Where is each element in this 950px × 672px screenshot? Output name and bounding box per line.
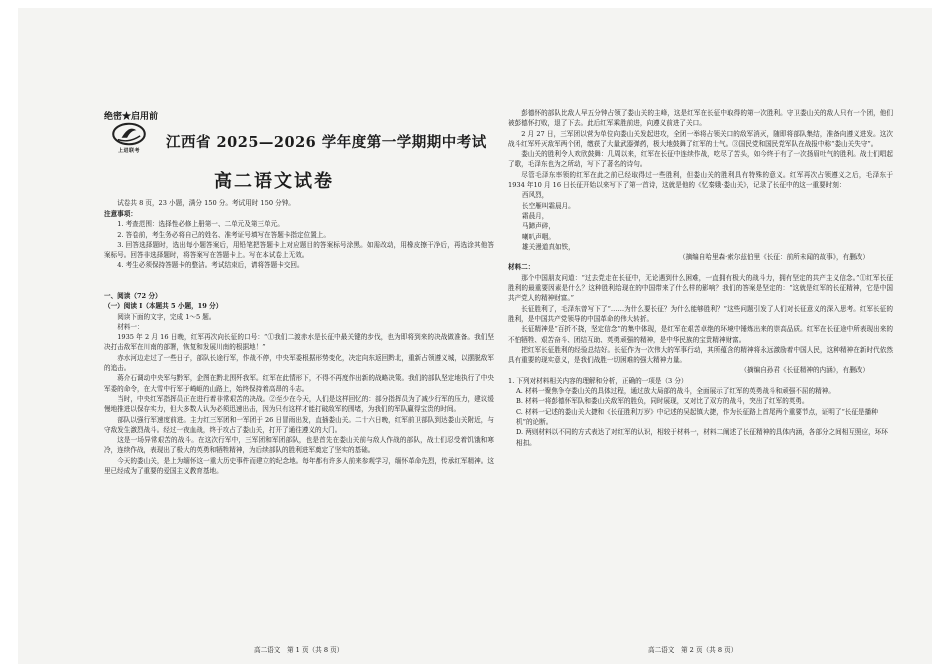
reading-instruction: 阅读下面的文字，完成 1～5 题。: [117, 312, 216, 321]
body-paragraph: 娄山关的胜利令人欢欣鼓舞：几周以来，红军在长征中连续作战，吃尽了苦头，如今终于有了一次扬眉吐气的胜利。战士们唱起了歌，毛泽东也为之所动，写下了著名的诗句。: [508, 150, 893, 169]
subsection-title: （一）阅读 Ⅰ（本题共 5 小题，19 分）: [104, 302, 223, 311]
note-item: 4. 考生必须保持答题卡的整洁。考试结束后，请将答题卡交回。: [117, 261, 304, 270]
exam-sheet: [18, 8, 932, 664]
body-paragraph: 彭德怀的部队比敌人早五分钟占领了娄山关的主峰，这是红军在长征中取得的第一次胜利。守卫娄山关的敌人只有一个团，他们被彭德怀打败，退了下去。此后红军乘胜前进，向遵义前进了关口。: [508, 109, 893, 128]
body-paragraph: 尽管毛泽东率领的红军在此之前已经取得过一些胜利，但娄山关的胜利具有特殊的意义。红军再次占领遵义之后，毛泽东于 1934 年10 月 16 日长征开始以来写下了第一首诗，这就是他的《忆秦娥·娄山关》，记录了长征中的这一重要时刻：: [508, 170, 893, 190]
body-paragraph: 2 月 27 日，三军团以营为单位向娄山关发起进攻，全团一举将占领关口的敌军消灭，随即将部队集结，准备向遵义进发。这次战斗红军歼灭敌军两个团，缴获了大量武器弹药，极大地鼓舞了红军的士气。③国民党和国民党军队在战报中称“娄山关失守”。: [508, 129, 893, 148]
exam-subtitle: 高二语文试卷: [214, 171, 334, 192]
question-option: B. 材料一将彭德怀军队和娄山关敌军的胜负，同时展现，又对比了双方的战斗，突出了红军的英勇。: [516, 397, 809, 406]
source-citation: （摘编自孙君《长征精神的内涵》，有删改）: [740, 366, 869, 375]
question-stem: 1. 下列对材料相关内容的理解和分析，正确的一项是（3 分）: [508, 376, 688, 385]
body-paragraph: 1935 年 2 月 16 日晚，红军再次向长征的口号：“①我们二渡赤水是长征中最关键的步伐，也为即将到来的决战做准备。我们坚决打击敌军在川南的部署，恢复和发展川南的根据地！”: [104, 333, 494, 352]
body-paragraph: 长征胜利了，毛泽东曾写下了“……为什么要长征？为什么能够胜利？”这些问题引发了人们对长征意义的深入思考。红军长征的胜利，是中国共产党领导的中国革命的伟大转折。: [508, 304, 893, 323]
exam-meta: [104, 198, 494, 208]
body-paragraph: 这是一场异常艰苦的战斗。在这次行军中，三军团和军团部队，也是首先在娄山关前与敌人作战的部队，战士们忍受着饥饿和寒冷，连续作战，表现出了极大的英勇和牺牲精神，为后续部队的胜利进军奠定了坚实的基础。: [104, 436, 494, 455]
poem: [508, 190, 893, 252]
question-option: A. 材料一聚焦争夺娄山关的具体过程，通过放大局部的战斗，全面展示了红军的英勇战斗和顽强不屈的精神。: [516, 387, 835, 396]
poem-line: 马蹄声碎，: [522, 222, 555, 231]
material-one-continued: [508, 108, 893, 448]
page-footer: 高二语文 第 1 页（共 8 页）: [254, 646, 344, 654]
body-paragraph: 把红军长征胜利的经验总结好。长征作为一次伟大的军事行动，其所蕴含的精神将永远激励着中国人民，这种精神在新时代依然具有重要的现实意义，是我们战胜一切困难的强大精神力量。: [508, 345, 893, 365]
publisher-logo: [110, 121, 148, 155]
question-option: C. 材料一记述的娄山关大捷和《长征胜利万岁》中记述的吴起镇大捷，作为长征路上首尾两个重要节点，证明了“长征是播种机”的论断。: [516, 407, 878, 426]
notes-title: 注意事项：: [104, 210, 137, 218]
body-paragraph: 部队以强行军速度前进。主力红三军团和一军团于 26 日冒雨出发，直插娄山关。二十六日晚，红军前卫部队到达娄山关附近，与守敌发生激烈战斗。经过一夜血战，终于攻占了娄山关，打开了通往遵义的大门。: [104, 415, 494, 434]
confidential-label: 绝密★启用前: [104, 112, 159, 122]
page-footer: 高二语文 第 2 页（共 8 页）: [648, 646, 738, 654]
question-option: D. 两则材料以不同的方式表达了对红军的认识，相较于材料一，材料二阐述了长征精神的具体内涵，各部分之间相互照应，环环相扣。: [516, 428, 888, 447]
section-title: 一、阅读（72 分）: [104, 292, 162, 300]
material-label: 材料二：: [508, 263, 535, 272]
exam-notes: [104, 209, 494, 271]
poem-line: 雄关漫道真如铁，: [522, 242, 575, 251]
body-paragraph: 长征精神是“百折不挠，坚定信念”的集中体现，是红军在艰苦卓绝的环境中锤炼出来的崇高品质。红军在长征途中所表现出来的不怕牺牲、艰苦奋斗、团结互助、英勇顽强的精神，是中华民族的宝贵精神财富。: [508, 325, 893, 344]
body-paragraph: 赤水河边走过了一些日子，部队长途行军，作战不停，中央军委根据形势变化，决定向东返回黔北，重新占领遵义城，以摆脱敌军的追击。: [104, 353, 494, 373]
poem-line: 长空雁叫霜晨月。: [522, 201, 575, 210]
body-paragraph: 蒋介石调动中央军与黔军，企图在黔北围歼我军。红军在此情形下，不得不再度作出新的战略决策。我们的部队坚定地执行了中央军委的命令，在大雪中行军于崎岖的山路上，始终保持着高昂的斗志。: [104, 374, 494, 393]
poem-line: 西风烈，: [522, 191, 549, 200]
logo-text: 上进联考: [117, 148, 140, 154]
poem-line: 霜晨月，: [522, 211, 549, 220]
reading-section: [104, 291, 494, 476]
body-paragraph: 今天的娄山关，是上为缅怀这一重大历史事件而建立的纪念地。每年都有许多人前来参观学习，缅怀革命先烈，传承红军精神。这里已经成为了重要的爱国主义教育基地。: [104, 456, 494, 476]
source-citation: （摘编自哈里森·索尔兹伯里《长征：前所未闻的故事》，有删改）: [678, 253, 869, 262]
note-item: 1. 考查范围：选择性必修上册第一、二单元及第三单元。: [117, 220, 284, 229]
body-paragraph: 当时，中央红军指挥员正在进行着非常艰苦的决战。②至少在今天，人们是这样回忆的：部分指挥员为了减少行军的压力，建议缓慢地推进以保存实力，但大多数人认为必须迅速出击，因为只有这样才能打破敌军的围堵，为我们的军队赢得宝贵的时间。: [104, 394, 494, 414]
exam-meta-text: 试卷共 8 页，23 小题，满分 150 分。考试用时 150 分钟。: [117, 199, 295, 207]
logo-emblem-icon: [110, 121, 148, 147]
note-item: 3. 回答选择题时，选出每小题答案后，用铅笔把答题卡上对应题目的答案标号涂黑。如需改动，用橡皮擦干净后，再选涂其他答案标号。回答非选择题时，将答案写在答题卡上。写在本试卷上无效。: [104, 240, 494, 260]
exam-title: 江西省 2025—2026 学年度第一学期期中考试: [166, 134, 487, 151]
poem-line: 喇叭声咽。: [522, 232, 555, 241]
body-paragraph: 那个中国朋友问道：“过去党走在长征中，无论遇到什么困难，一直拥有极大的战斗力，拥有坚定的共产主义信念。”①红军长征胜利的最重要因素是什么？这种胜利给现在的中国带来了什么样的影响？我们的答案是坚定的：“这就是红军的长征精神，它是中国共产党人的精神财富。”: [508, 273, 893, 303]
material-label: 材料一：: [117, 322, 144, 331]
note-item: 2. 答卷前，考生务必将自己的姓名、准考证号填写在答题卡指定位置上。: [117, 230, 330, 239]
